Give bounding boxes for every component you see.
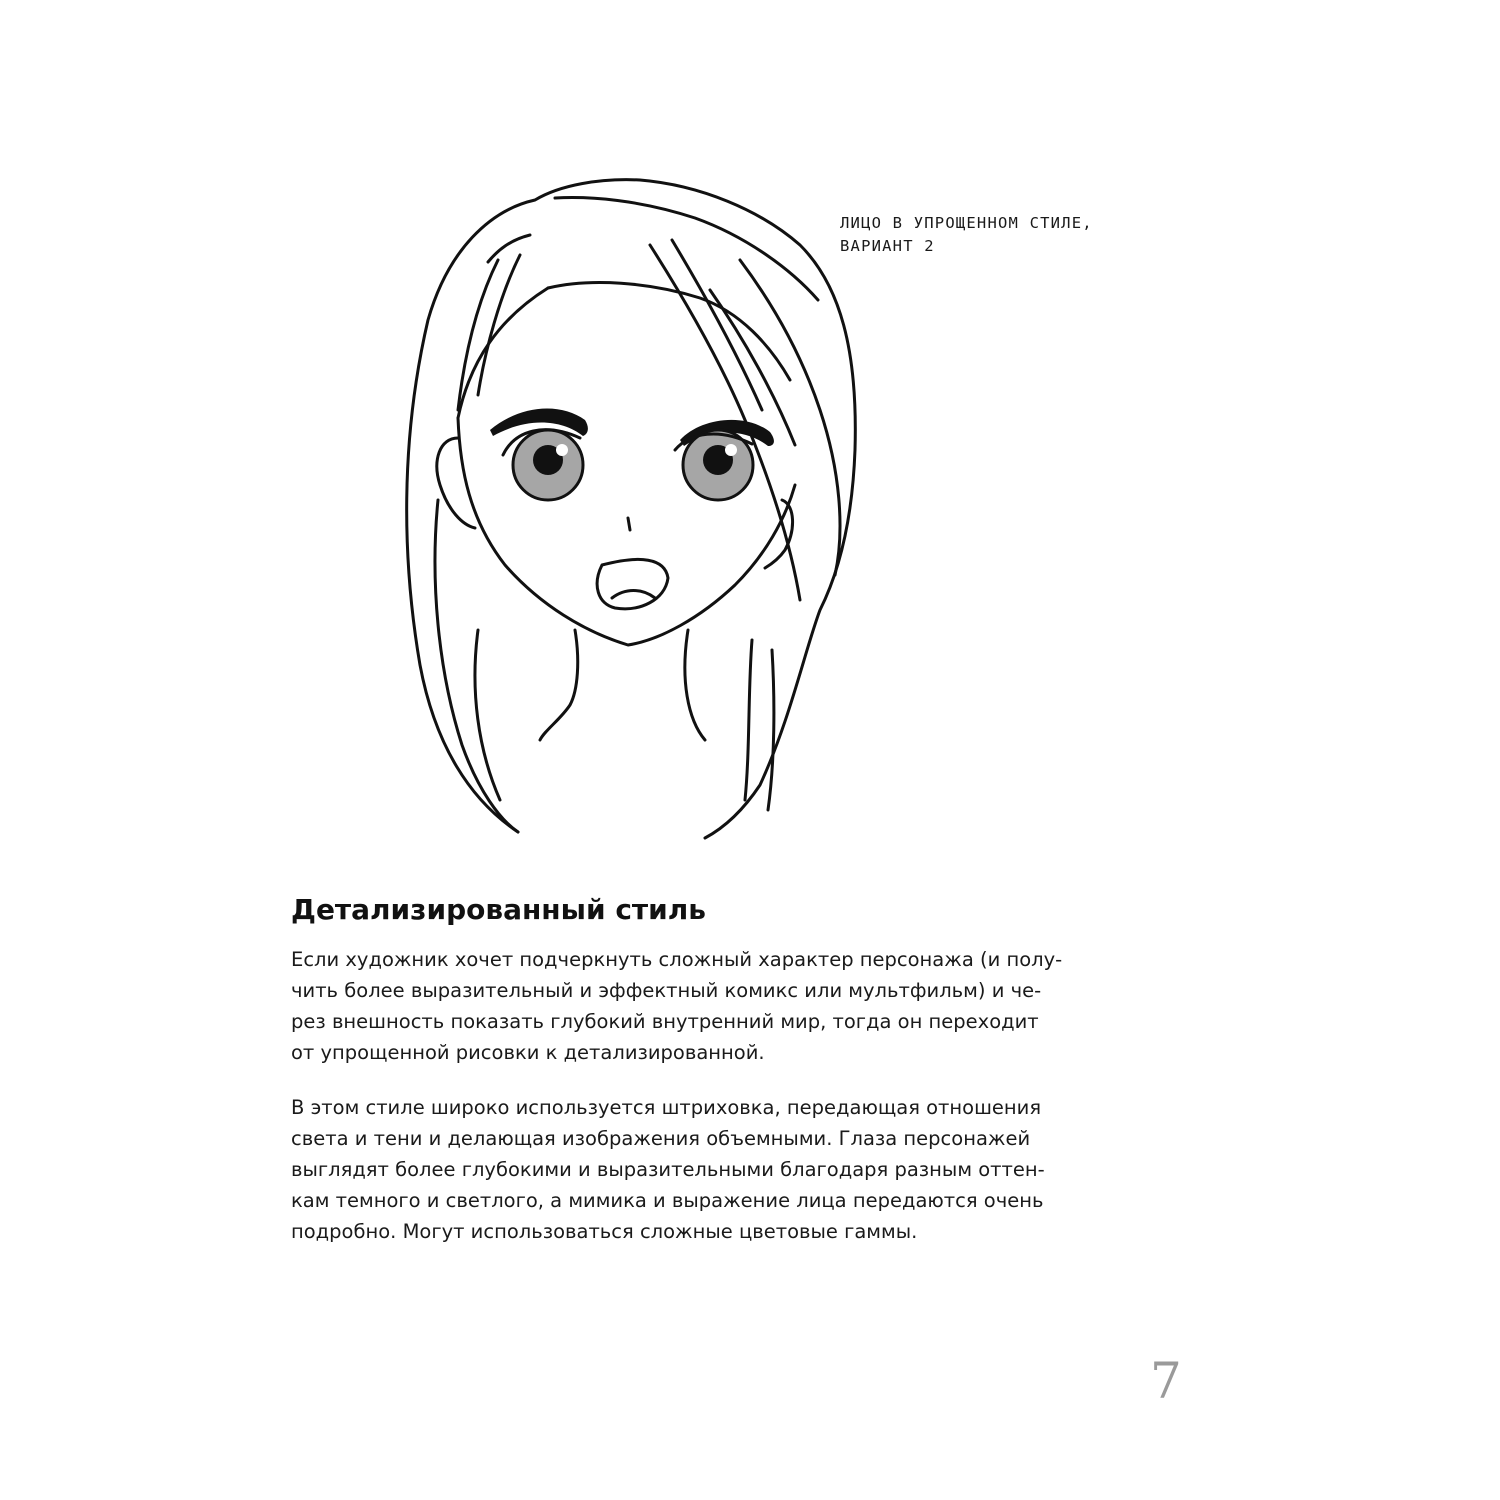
eye-left-highlight	[556, 444, 568, 456]
hair-top-inner-curve	[555, 198, 818, 300]
paragraph-line: выглядят более глубокими и выразительными благодаря разным оттен-	[291, 1158, 1045, 1181]
caption-line: ЛИЦО В УПРОЩЕННОМ СТИЛЕ,	[840, 214, 1093, 232]
paragraph-line: чить более выразительный и эффектный комикс или мультфильм) и че-	[291, 979, 1042, 1002]
eye-right-highlight	[725, 444, 737, 456]
page-number: 7	[1150, 1352, 1182, 1410]
paragraph-line: кам темного и светлого, а мимика и выражение лица передаются очень	[291, 1189, 1044, 1212]
hair-strand-left-2	[478, 255, 520, 395]
hair-strand-right-7	[768, 650, 774, 810]
paragraph-line: рез внешность показать глубокий внутренний мир, тогда он переходит	[291, 1010, 1039, 1033]
section-heading: Детализированный стиль	[291, 893, 706, 926]
hair-strand-right-2	[672, 240, 762, 410]
paragraph-line: подробно. Могут использоваться сложные цветовые гаммы.	[291, 1220, 918, 1243]
mouth-tongue	[612, 591, 655, 599]
hairline-left	[458, 288, 548, 418]
anime-face-illustration	[370, 160, 890, 850]
paragraph-line: от упрощенной рисовки к детализированной.	[291, 1041, 765, 1064]
hair-strand-right-6	[745, 640, 752, 800]
hair-strand-left-5	[475, 630, 500, 800]
paragraph-line: Если художник хочет подчеркнуть сложный характер персонажа (и полу-	[291, 948, 1063, 971]
hair-strand-right-5	[685, 630, 705, 740]
paragraph-1	[291, 944, 1171, 1068]
illustration-caption	[840, 212, 1160, 258]
hair-strand-left-3	[488, 235, 530, 262]
ear-left	[437, 438, 475, 528]
hairline-right	[548, 283, 790, 380]
nose	[628, 518, 630, 530]
caption-line: ВАРИАНТ 2	[840, 237, 935, 255]
mouth-outline	[597, 559, 668, 608]
hair-strand-right-3	[740, 260, 840, 575]
neck-left	[540, 630, 578, 740]
paragraph-line: света и тени и делающая изображения объемными. Глаза персонажей	[291, 1127, 1031, 1150]
paragraph-2	[291, 1092, 1171, 1247]
paragraph-line: В этом стиле широко используется штриховка, передающая отношения	[291, 1096, 1042, 1119]
